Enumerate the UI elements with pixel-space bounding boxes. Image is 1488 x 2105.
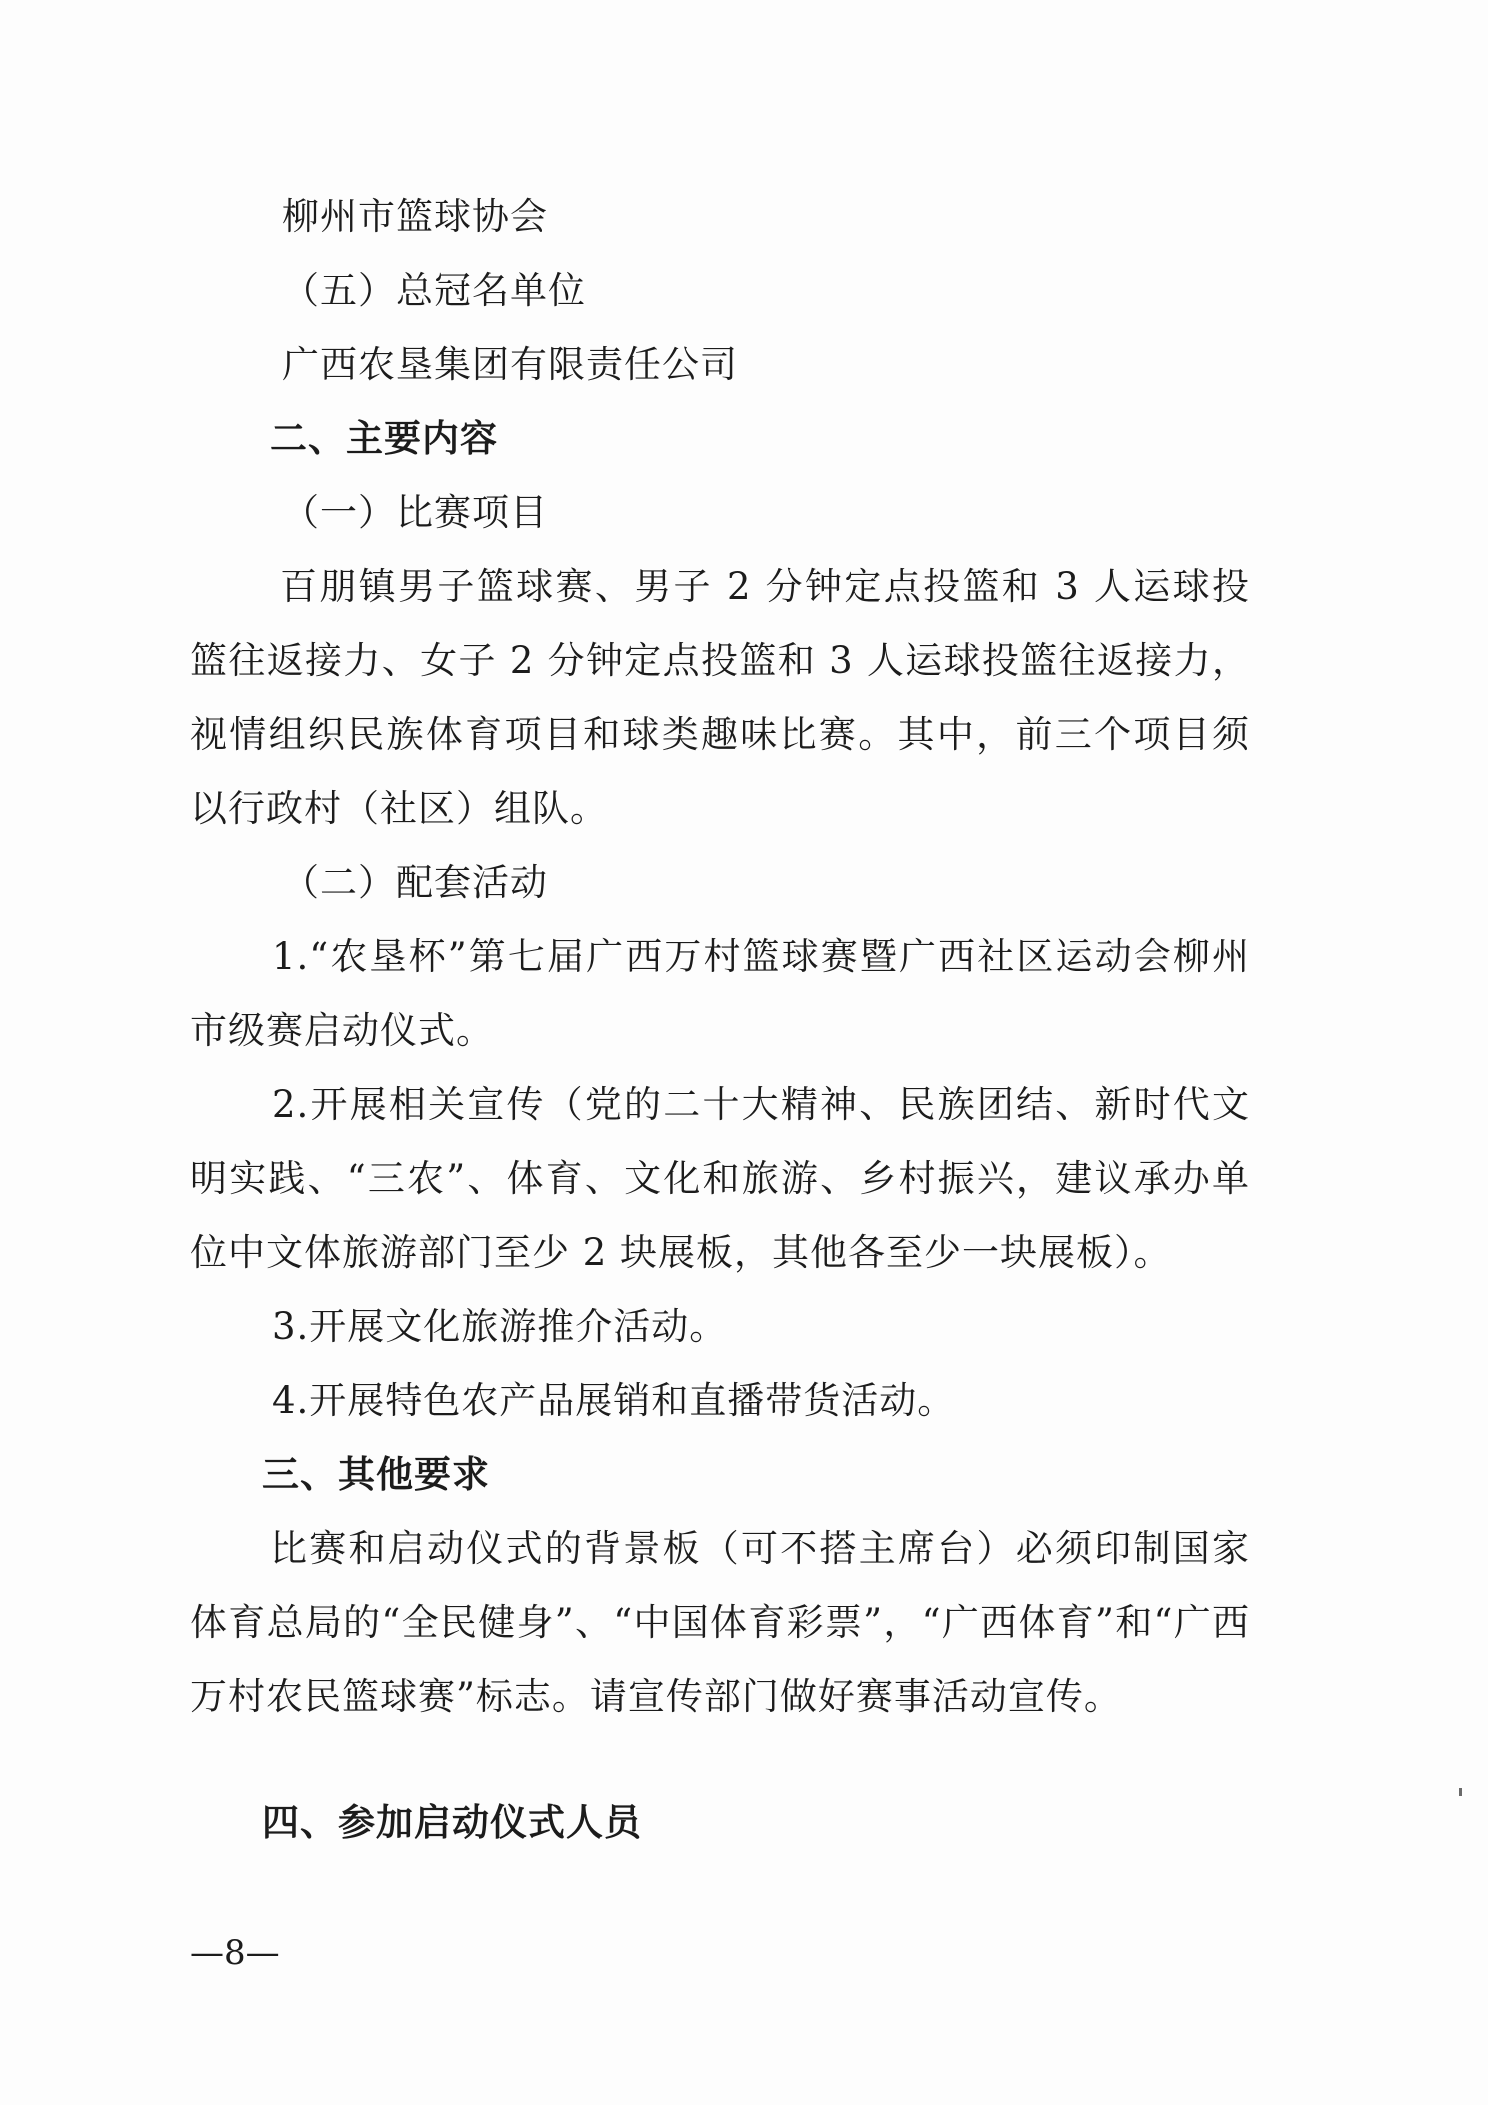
paragraph-activity-4: 4.开展特色农产品展销和直播带货活动。 — [272, 1379, 956, 1422]
paragraph-competition-items: 百朋镇男子篮球赛、男子 2 分钟定点投篮和 3 人运球投篮往返接力、女子 2 分钟定点投篮和 3 人运球投篮往返接力，视情组织民族体育项目和球类趣味比赛。其中，前三个项目须以行政村（社区）组队。 — [190, 565, 1250, 830]
paragraph-activity-2: 2.开展相关宣传（党的二十大精神、民族团结、新时代文明实践、“三农”、体育、文化和旅游、乡村振兴，建议承办单位中文体旅游部门至少 2 块展板，其他各至少一块展板）。 — [190, 1083, 1250, 1274]
subsection-title-5: （五）总冠名单位 — [282, 269, 586, 312]
subsection-title-2: （二）配套活动 — [282, 861, 548, 904]
scan-speck — [1459, 1788, 1462, 1796]
paragraph-activity-1: 1.“农垦杯”第七届广西万村篮球赛暨广西社区运动会柳州市级赛启动仪式。 — [190, 935, 1250, 1052]
paragraph-activity-3: 3.开展文化旅游推介活动。 — [272, 1305, 728, 1348]
section-heading-3: 三、其他要求 — [262, 1453, 490, 1496]
subsection-title-1: （一）比赛项目 — [282, 491, 548, 534]
page-number: —8— — [190, 1933, 280, 1973]
sponsor-name: 广西农垦集团有限责任公司 — [282, 343, 738, 386]
section-heading-2: 二、主要内容 — [270, 417, 498, 460]
organizer-name: 柳州市篮球协会 — [282, 195, 548, 238]
section-heading-4: 四、参加启动仪式人员 — [262, 1801, 642, 1844]
paragraph-other-requirements: 比赛和启动仪式的背景板（可不搭主席台）必须印制国家体育总局的“全民健身”、“中国体育彩票”，“广西体育”和“广西万村农民篮球赛”标志。请宣传部门做好赛事活动宣传。 — [190, 1527, 1250, 1718]
